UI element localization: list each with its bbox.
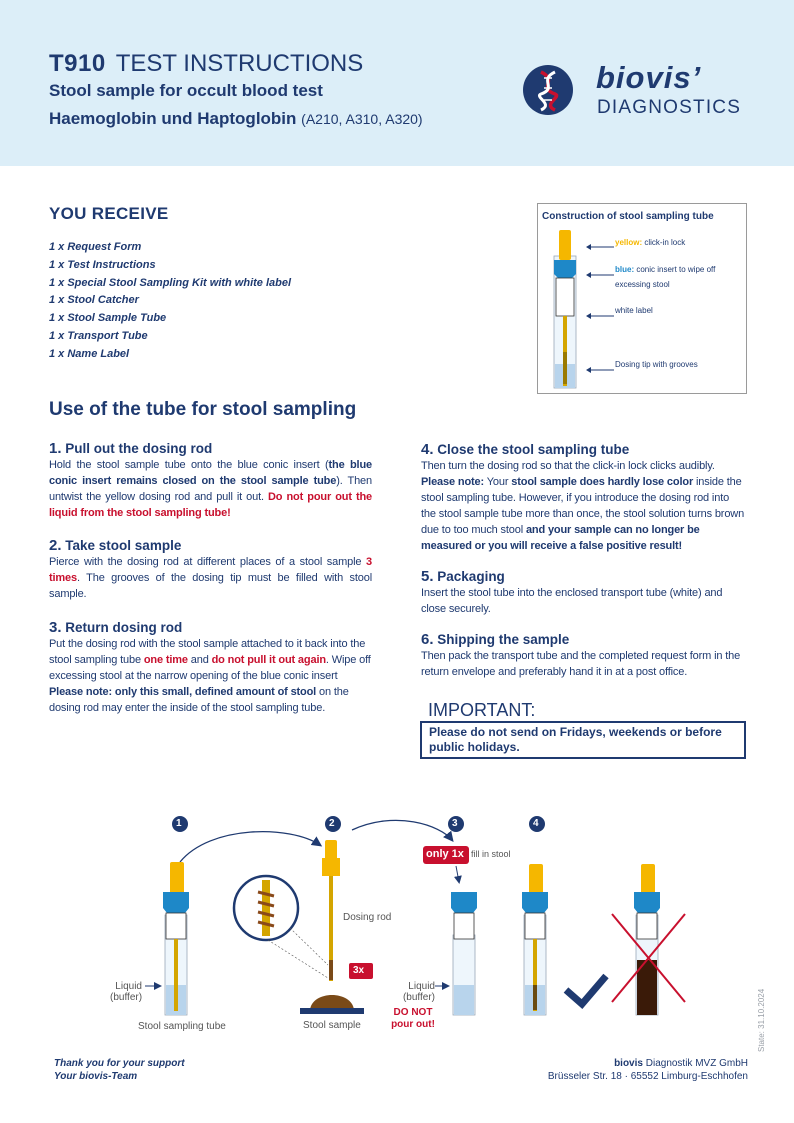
step-text-bold: the blue conic insert remains closed on the stool sample tube <box>49 459 372 487</box>
do-not-text: DO NOT <box>393 1007 433 1018</box>
state-date: State: 31.10.2024 <box>757 988 766 1052</box>
step-text-bold: stool sample does hardly lose color <box>511 476 694 488</box>
arrow-icon <box>586 307 614 325</box>
step-warning: Do not pour out the liquid from the stool sampling tube! <box>49 491 373 519</box>
test-code: T910 <box>49 50 106 77</box>
tube-1 <box>163 862 189 1015</box>
label-white: white label <box>615 306 653 315</box>
address-line: Brüsseler Str. 18 · 65552 Limburg-Eschhofen <box>547 1071 748 1082</box>
label-yellow <box>615 238 685 247</box>
stool-icon <box>310 995 354 1010</box>
step-title: Packaging <box>437 569 505 584</box>
step-text: Put the dosing rod with the stool sample attached to it back into the stool sampling tube <box>49 638 366 666</box>
label-blue-2: excessing stool <box>615 280 670 289</box>
step-text: inside the stool sampling tube. However, if you introduce the dosing rod into the stool sample tube more than once, the stool solution turns brown due to too much stool <box>421 476 745 536</box>
three-x-label: 3x <box>353 965 365 976</box>
list-item: 1 x Special Stool Sampling Kit with white label <box>49 276 292 289</box>
step-title: Shipping the sample <box>437 632 570 647</box>
step-warning: 3 times <box>49 556 372 584</box>
step-text-bold: Please note: <box>421 476 485 488</box>
step-text: Then pack the transport tube and the completed request form in the return envelope and preferably hand it in at a post office. <box>421 650 741 678</box>
rod-2 <box>322 840 340 981</box>
list-item: 1 x Stool Sample Tube <box>49 312 167 325</box>
step-text: Hold the stool sample tube onto the blue conic insert ( <box>49 459 329 471</box>
tube-diagram <box>548 230 582 395</box>
blue-word: blue: <box>615 265 635 274</box>
step-number: 5. <box>421 568 434 585</box>
receive-list <box>49 239 291 364</box>
arrow-icon <box>586 266 614 284</box>
company-rest: Diagnostik MVZ GmbH <box>642 1058 748 1069</box>
step-text: on the dosing rod may enter the inside of the stool sampling tube. <box>49 686 349 714</box>
step-text-bold: and your sample can no longer be measured or you will receive a false positive result! <box>421 524 700 552</box>
buffer-text: (buffer) <box>110 992 143 1003</box>
subtitle-2-codes: (A210, A310, A320) <box>301 111 423 127</box>
step-title: Pull out the dosing rod <box>65 441 213 456</box>
badge-3-label: 3 <box>452 818 458 829</box>
receive-heading: YOU RECEIVE <box>49 204 169 223</box>
usage-heading: Use of the tube for stool sampling <box>49 399 357 420</box>
liquid-text: Liquid <box>115 981 142 992</box>
important-text: Please do not send on Fridays, weekends or before public holidays. <box>429 725 722 754</box>
step-4 <box>421 441 745 554</box>
footer-address <box>520 1057 748 1083</box>
company-bold: biovis <box>614 1058 643 1069</box>
arrow-icon <box>586 238 614 256</box>
team-line: Your biovis-Team <box>54 1071 138 1082</box>
document-title <box>49 50 363 78</box>
dosing-rod-caption: Dosing rod <box>343 912 392 923</box>
step-number: 4. <box>421 441 434 458</box>
step-text: ). Then untwist the yellow dosing rod and pull it out. <box>49 475 372 503</box>
step-3 <box>49 619 372 716</box>
logo-wordmark: biovis’ <box>596 60 702 95</box>
liquid-label-1 <box>110 981 142 1003</box>
buffer-text: (buffer) <box>402 992 435 1003</box>
label-dosing-tip: Dosing tip with grooves <box>615 360 698 369</box>
step-warning: do not pull it out again <box>211 654 326 666</box>
important-box <box>420 721 746 759</box>
footer-thanks <box>54 1057 185 1083</box>
step-text: . The grooves of the dosing tip must be filled with stool sample. <box>49 572 372 600</box>
construction-title: Construction of stool sampling tube <box>542 211 714 222</box>
list-item: 1 x Test Instructions <box>49 258 156 271</box>
step-number-badges <box>172 816 545 832</box>
thanks-line: Thank you for your support <box>54 1058 185 1069</box>
test-title: TEST INSTRUCTIONS <box>115 50 364 77</box>
subtitle-2-bold: Haemoglobin und Haptoglobin <box>49 109 297 128</box>
step-number: 1. <box>49 440 62 457</box>
step-text-bold: Please note: only this small, defined amount of stool <box>49 686 317 698</box>
tube-caption: Stool sampling tube <box>138 1021 226 1032</box>
curved-arrow-icon <box>180 832 320 862</box>
checkmark-icon <box>566 976 606 1004</box>
label-blue <box>615 265 715 274</box>
subtitle-2 <box>49 109 423 129</box>
step-number: 2. <box>49 537 62 554</box>
step-text: and <box>187 654 212 666</box>
only-1x-label: only 1x <box>426 848 464 860</box>
badge-2-label: 2 <box>329 818 335 829</box>
step-6 <box>421 631 745 680</box>
step-1 <box>49 440 372 521</box>
step-title: Return dosing rod <box>65 620 183 635</box>
list-item: 1 x Request Form <box>49 241 142 253</box>
tube-3 <box>451 892 477 1015</box>
list-item: 1 x Stool Catcher <box>49 294 139 307</box>
step-text: Insert the stool tube into the enclosed transport tube (white) and close securely. <box>421 587 723 615</box>
list-item: 1 x Name Label <box>49 347 130 360</box>
step-warning: one time <box>143 654 188 666</box>
step-text: . Wipe off excessing stool at the narrow opening of the blue conic insert <box>49 654 371 682</box>
step-2 <box>49 537 372 602</box>
step-title: Take stool sample <box>65 538 182 553</box>
step-text: Then turn the dosing rod so that the click-in lock clicks audibly. <box>421 460 715 472</box>
yellow-desc: click-in lock <box>644 238 686 247</box>
liquid-text: Liquid <box>408 981 435 992</box>
biovis-logo-icon <box>522 64 574 121</box>
stool-sample-caption: Stool sample <box>303 1020 361 1031</box>
logo-subtitle: DIAGNOSTICS <box>597 97 742 118</box>
step-title: Close the stool sampling tube <box>437 442 630 457</box>
step-text: Your <box>484 476 512 488</box>
curved-arrow-icon <box>352 820 452 840</box>
list-item: 1 x Transport Tube <box>49 329 148 342</box>
tube-4 <box>522 864 548 1015</box>
step-number: 6. <box>421 631 434 648</box>
subtitle-1: Stool sample for occult blood test <box>49 81 323 100</box>
fill-in-label: fill in stool <box>471 849 511 859</box>
step-number: 3. <box>49 619 62 636</box>
tube-5 <box>634 864 660 1015</box>
pour-out-text: pour out! <box>391 1019 435 1030</box>
blue-desc: conic insert to wipe off <box>636 265 716 274</box>
yellow-word: yellow: <box>615 238 643 247</box>
arrow-icon <box>586 361 614 379</box>
step-5 <box>421 568 745 617</box>
do-not-pour-warning <box>389 1007 437 1031</box>
badge-1-label: 1 <box>176 818 182 829</box>
step-text: Pierce with the dosing rod at different places of a stool sample <box>49 556 367 568</box>
liquid-label-2 <box>397 981 435 1003</box>
badge-4-label: 4 <box>533 818 539 829</box>
important-heading: IMPORTANT: <box>428 700 536 720</box>
